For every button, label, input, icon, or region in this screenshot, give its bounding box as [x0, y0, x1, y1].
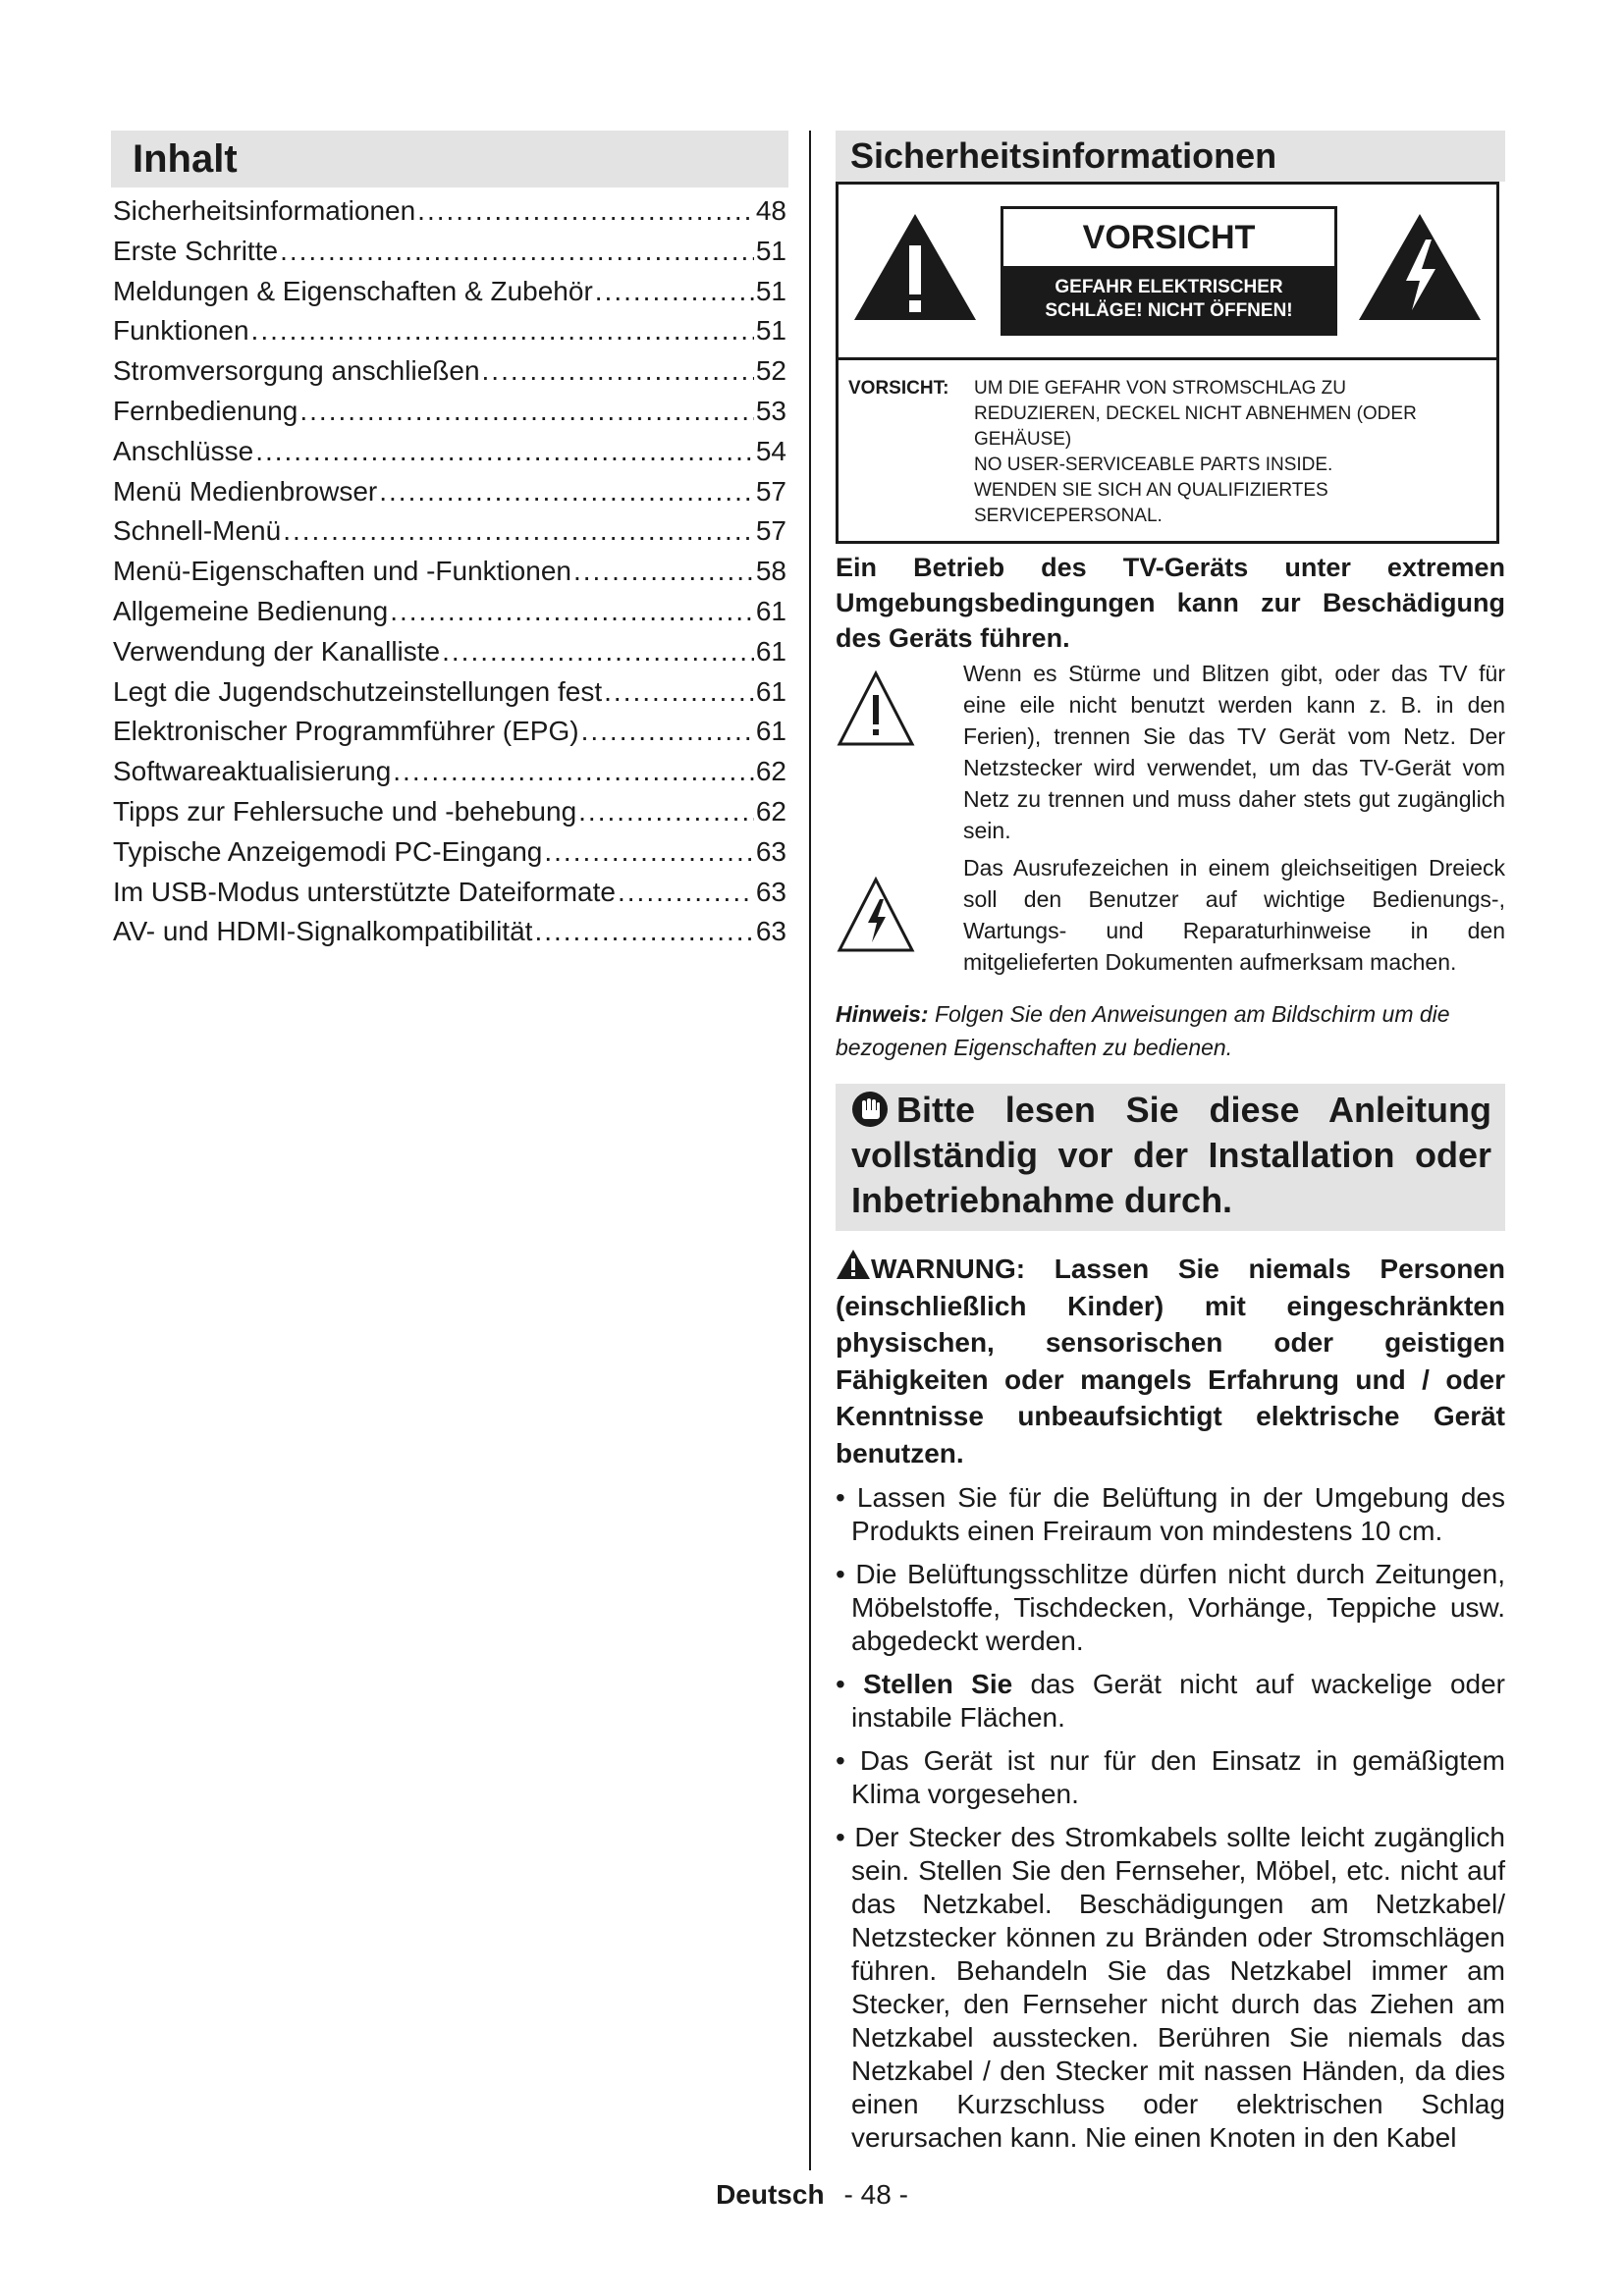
- toc-entry-page: 61: [755, 675, 786, 707]
- toc-leader: [442, 632, 754, 672]
- toc-entry-page: 57: [755, 515, 786, 547]
- bullet-text: Die Belüftungsschlitze dürfen nicht durch Zeitungen, Möbelstoffe, Tischdecken, Vorhänge, Teppiche usw. abgedeckt werden.: [851, 1559, 1505, 1656]
- read-manual-text: Bitte lesen Sie diese Anleitung vollständig vor der Installation oder Inbetriebnahme durch.: [851, 1090, 1491, 1220]
- toc-entry-title: Im USB-Modus unterstützte Dateiformate: [113, 876, 616, 907]
- safety-column: [836, 131, 1505, 2164]
- caution-banner: [839, 185, 1496, 360]
- bullet-item: • Die Belüftungsschlitze dürfen nicht durch Zeitungen, Möbelstoffe, Tischdecken, Vorhänge, Teppiche usw. abgedeckt werden.: [836, 1559, 1505, 1656]
- toc-entry-page: 61: [755, 595, 786, 626]
- caution-line: SERVICEPERSONAL.: [974, 506, 1163, 526]
- caution-notice-row: [848, 376, 1487, 529]
- toc-entry-title: Menü-Eigenschaften und -Funktionen: [113, 556, 571, 587]
- toc-entry-page: 58: [755, 556, 786, 587]
- toc-entry[interactable]: [111, 552, 788, 592]
- lightning-outline-icon: [836, 876, 916, 954]
- toc-leader: [283, 511, 754, 552]
- toc-entry-page: 57: [755, 475, 786, 507]
- exclamation-info-block: [836, 852, 1505, 978]
- toc-entry[interactable]: [111, 511, 788, 552]
- toc-leader: [393, 752, 754, 792]
- page-footer: [0, 2179, 1624, 2211]
- toc-entry-title: Verwendung der Kanalliste: [113, 635, 441, 667]
- page-number: - 48 -: [843, 2179, 908, 2210]
- toc-entry-title: Anschlüsse: [113, 435, 254, 466]
- toc-entry[interactable]: [111, 752, 788, 792]
- toc-entry-page: 61: [755, 716, 786, 747]
- toc-entry-page: 63: [755, 916, 786, 947]
- toc-list: [111, 191, 788, 952]
- read-manual-box: [836, 1084, 1505, 1231]
- toc-entry[interactable]: [111, 912, 788, 952]
- caution-notice-label: VORSICHT:: [848, 378, 949, 399]
- toc-entry-title: Erste Schritte: [113, 235, 279, 266]
- toc-entry-title: AV- und HDMI-Signalkompatibilität: [113, 916, 533, 947]
- toc-entry-title: Stromversorgung anschließen: [113, 355, 480, 387]
- toc-entry-title: Legt die Jugendschutzeinstellungen fest: [113, 675, 603, 707]
- bullet-item: • Stellen Sie das Gerät nicht auf wackelige oder instabile Flächen.: [836, 1669, 1505, 1733]
- toc-leader: [280, 232, 754, 272]
- toc-entry-page: 63: [755, 876, 786, 907]
- toc-entry-page: 48: [755, 195, 786, 226]
- caution-line: NO USER-SERVICEABLE PARTS INSIDE.: [974, 454, 1333, 475]
- storm-warning-block: [836, 658, 1505, 846]
- toc-entry[interactable]: [111, 311, 788, 351]
- toc-heading: Inhalt: [111, 131, 788, 187]
- toc-entry[interactable]: [111, 191, 788, 232]
- toc-entry-page: 53: [755, 395, 786, 426]
- caution-subtitle-line: GEFAHR ELEKTRISCHER: [1055, 277, 1283, 297]
- toc-entry[interactable]: [111, 712, 788, 752]
- caution-subtitle: [1003, 266, 1334, 333]
- toc-leader: [573, 552, 754, 592]
- caution-line: GEHÄUSE): [974, 429, 1072, 450]
- safety-bullet-list: [836, 1481, 1505, 2155]
- toc-entry[interactable]: [111, 432, 788, 472]
- toc-entry-page: 63: [755, 835, 786, 867]
- exclamation-outline-icon: [836, 669, 916, 748]
- toc-leader: [595, 272, 754, 312]
- general-warning: [836, 1249, 1505, 1471]
- toc-entry-page: 51: [755, 315, 786, 347]
- caution-label-box: [1001, 206, 1337, 336]
- toc-entry[interactable]: [111, 672, 788, 713]
- toc-column: [111, 131, 788, 952]
- bullet-bold: Stellen Sie: [863, 1669, 1013, 1699]
- general-warning-text: WARNUNG: Lassen Sie niemals Personen (einschließlich Kinder) mit eingeschränkten physischen, sensorischen oder geistigen Fähigkeiten oder mangels Erfahrung und / oder Kenntnisse unbeaufsichtigt elektrische Gerät benutzen.: [836, 1254, 1505, 1468]
- toc-leader: [299, 392, 753, 432]
- bullet-text: Der Stecker des Stromkabels sollte leicht zugänglich sein. Stellen Sie den Fernseher, Möbel, etc. nicht auf das Netzkabel. Beschädigungen am Netzkabel/ Netzstecker können zu Bränden oder Stromschlägen führen. Behandeln Sie das Netzkabel immer am Stecker, den Fernseher nicht durch das Ziehen am Netzkabel ausstecken. Berühren Sie niemals das Netzkabel / den Stecker mit nassen Händen, da dies einen Kurzschluss oder elektrischen Schlag verursachen kann. Nie einen Knoten in den Kabel: [851, 1822, 1505, 2153]
- caution-line: REDUZIEREN, DECKEL NICHT ABNEHMEN (ODER: [974, 403, 1417, 424]
- toc-entry[interactable]: [111, 351, 788, 392]
- toc-entry[interactable]: [111, 232, 788, 272]
- caution-notice-body: [974, 376, 1487, 529]
- lightning-warning-icon: [1355, 210, 1485, 324]
- toc-entry-title: Tipps zur Fehlersuche und -behebung: [113, 795, 577, 827]
- toc-entry[interactable]: [111, 472, 788, 512]
- lightning-icon-wrap: [836, 852, 963, 978]
- bullet-item: • Das Gerät ist nur für den Einsatz in gemäßigtem Klima vorgesehen.: [836, 1745, 1505, 1809]
- screen-note: [836, 997, 1505, 1064]
- note-label: Hinweis:: [836, 1001, 929, 1027]
- footer-language: Deutsch: [716, 2179, 825, 2210]
- toc-entry-title: Allgemeine Bedienung: [113, 595, 389, 626]
- exclamation-warning-icon: [850, 210, 980, 324]
- toc-entry-page: 51: [755, 275, 786, 306]
- toc-entry-title: Meldungen & Eigenschaften & Zubehör: [113, 275, 593, 306]
- toc-entry-page: 51: [755, 235, 786, 266]
- toc-entry[interactable]: [111, 832, 788, 873]
- toc-leader: [581, 712, 754, 752]
- toc-leader: [618, 873, 754, 913]
- toc-entry-title: Menü Medienbrowser: [113, 475, 378, 507]
- toc-entry[interactable]: [111, 272, 788, 312]
- bullet-text: das Gerät nicht auf wackelige oder instabile Flächen.: [851, 1669, 1505, 1733]
- column-divider: [809, 131, 811, 2170]
- toc-leader: [534, 912, 753, 952]
- toc-entry-page: 54: [755, 435, 786, 466]
- toc-entry[interactable]: [111, 592, 788, 632]
- storm-warning-text: Wenn es Stürme und Blitzen gibt, oder das TV für eine eile nicht benutzt werden kann z. B. in den Ferien), trennen Sie das TV Gerät vom Netz. Der Netzstecker wird verwendet, um das TV-Gerät vom Netz zu trennen und muss daher stets gut zugänglich sein.: [963, 661, 1505, 843]
- bullet-text: Das Gerät ist nur für den Einsatz in gemäßigtem Klima vorgesehen.: [851, 1745, 1505, 1809]
- warning-triangle-icon: [836, 1249, 871, 1280]
- toc-entry-page: 52: [755, 355, 786, 387]
- toc-leader: [604, 672, 754, 713]
- toc-entry[interactable]: [111, 873, 788, 913]
- toc-entry-page: 61: [755, 635, 786, 667]
- bullet-item: • Lassen Sie für die Belüftung in der Umgebung des Produkts einen Freiraum von mindestens 10 cm.: [836, 1482, 1505, 1546]
- toc-leader: [544, 832, 753, 873]
- toc-entry-title: Fernbedienung: [113, 395, 298, 426]
- toc-entry-title: Schnell-Menü: [113, 515, 282, 547]
- toc-entry[interactable]: [111, 392, 788, 432]
- toc-entry-page: 62: [755, 795, 786, 827]
- extreme-conditions-warning: Ein Betrieb des TV-Geräts unter extremen Umgebungsbedingungen kann zur Beschädigung des Geräts führen.: [836, 553, 1505, 653]
- toc-entry-page: 62: [755, 756, 786, 787]
- caution-line: WENDEN SIE SICH AN QUALIFIZIERTES: [974, 480, 1328, 501]
- bullet-text: Lassen Sie für die Belüftung in der Umgebung des Produkts einen Freiraum von mindestens 10 cm.: [851, 1482, 1505, 1546]
- toc-leader: [251, 311, 754, 351]
- toc-entry[interactable]: [111, 792, 788, 832]
- toc-leader: [578, 792, 754, 832]
- safety-heading: Sicherheitsinformationen: [836, 131, 1505, 182]
- bullet-item: • Der Stecker des Stromkabels sollte leicht zugänglich sein. Stellen Sie den Fernseher, Möbel, etc. nicht auf das Netzkabel. Beschädigungen am Netzkabel/ Netzstecker können zu Bränden oder Stromschlägen führen. Behandeln Sie das Netzkabel immer am Stecker, den Fernseher nicht durch das Ziehen am Netzkabel ausstecken. Berühren Sie niemals das Netzkabel / den Stecker mit nassen Händen, da dies einen Kurzschluss oder elektrischen Schlag verursachen kann. Nie einen Knoten in den Kabel: [836, 1822, 1505, 2153]
- toc-leader: [255, 432, 754, 472]
- toc-leader: [379, 472, 754, 512]
- caution-box: [836, 182, 1499, 544]
- caution-title: VORSICHT: [1082, 219, 1256, 256]
- toc-entry-title: Sicherheitsinformationen: [113, 195, 416, 226]
- caution-subtitle-line: SCHLÄGE! NICHT ÖFFNEN!: [1045, 300, 1293, 321]
- caution-notice: [839, 360, 1496, 541]
- toc-entry-title: Elektronischer Programmführer (EPG): [113, 716, 579, 747]
- note-text: Folgen Sie den Anweisungen am Bildschirm um die bezogenen Eigenschaften zu bedienen.: [836, 1001, 1450, 1060]
- toc-leader: [417, 191, 754, 232]
- toc-leader: [482, 351, 754, 392]
- toc-entry[interactable]: [111, 632, 788, 672]
- toc-entry-title: Softwareaktualisierung: [113, 756, 392, 787]
- storm-icon-wrap: [836, 658, 963, 846]
- toc-leader: [390, 592, 754, 632]
- stop-hand-icon: [851, 1091, 889, 1128]
- exclamation-info-text: Das Ausrufezeichen in einem gleichseitigen Dreieck soll den Benutzer auf wichtige Bedienungs-, Wartungs- und Reparaturhinweise in den mitgelieferten Dokumenten aufmerksam machen.: [963, 855, 1505, 975]
- toc-entry-title: Typische Anzeigemodi PC-Eingang: [113, 835, 543, 867]
- toc-entry-title: Funktionen: [113, 315, 249, 347]
- caution-line: UM DIE GEFAHR VON STROMSCHLAG ZU: [974, 378, 1346, 399]
